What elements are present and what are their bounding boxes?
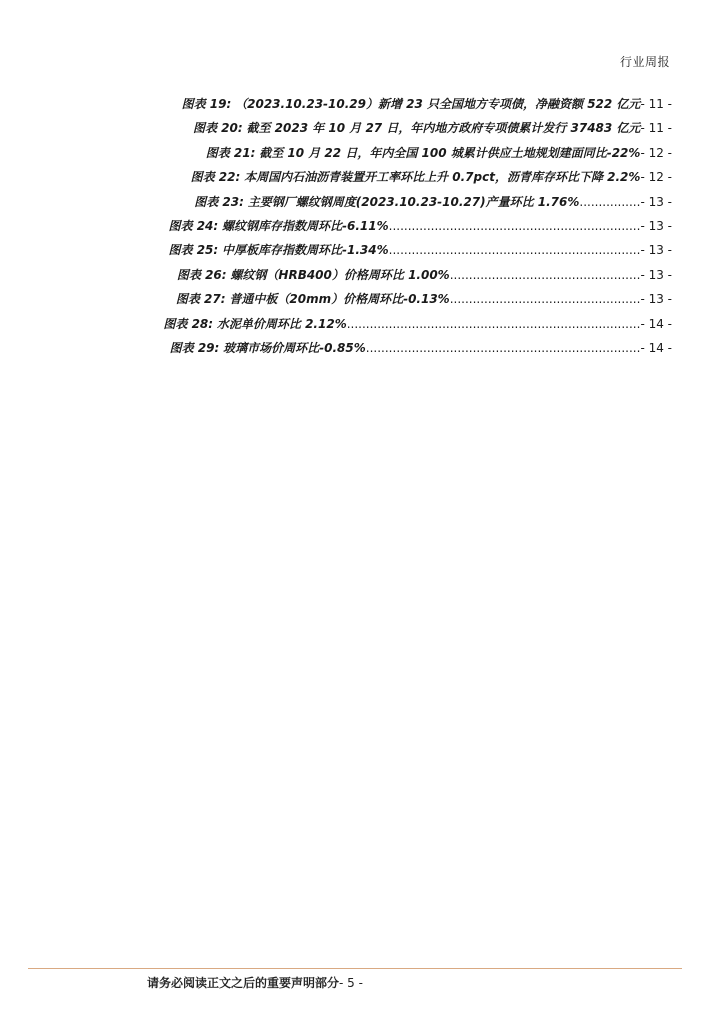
toc-entry-title: 主要钢厂螺纹钢周度(2023.10.23-10.27)产量环比 1.76% [247,194,580,209]
toc-entry-page: - 13 - [640,267,672,282]
toc-entry-leader: .................................................. [449,267,641,282]
footer-divider [28,968,682,969]
toc-entry[interactable] [132,263,672,287]
toc-entry-leader: ........................................................................ [365,340,641,355]
footer-notice: 请务必阅读正文之后的重要声明部分 [147,976,340,990]
toc-entry-page: - 12 - [640,170,672,185]
toc-entry[interactable] [132,238,672,262]
toc-entry[interactable] [132,165,672,189]
toc-entry-page: - 13 - [640,218,672,233]
toc-entry-label: 图表 25: [168,243,219,258]
toc-entry-page: - 14 - [640,316,672,331]
toc-entry-label: 图表 19: [181,97,232,111]
toc-entry[interactable] [132,336,672,360]
toc-entry-title: 水泥单价周环比 2.12% [216,316,347,331]
toc-entry-page: - 11 - [640,121,672,136]
toc-entry[interactable] [132,287,672,311]
toc-entry-label: 图表 24: [168,218,219,233]
page-number: - 5 - [339,976,363,990]
toc-entry-leader: .................................................. [449,292,641,307]
toc-entry-leader: .................................................................. [388,243,641,258]
toc-entry-page: - 13 - [640,292,672,307]
toc-entry-page: - 12 - [640,145,672,160]
toc-entry[interactable] [132,141,672,165]
table-of-figures [132,92,672,360]
toc-entry-title: 普通中板（20mm）价格周环比-0.13% [229,292,450,307]
toc-entry-leader: ............................................................................. [346,316,641,331]
toc-entry-title: 中厚板库存指数周环比-1.34% [222,243,389,258]
toc-entry-leader: .................................................................. [388,218,641,233]
toc-entry[interactable] [132,312,672,336]
toc-entry-page: - 13 - [640,194,672,209]
toc-entry-label: 图表 23: [194,194,244,209]
toc-entry-title: 截至 10 月 22 日，年内全国 100 城累计供应土地规划建面同比-22% [259,145,641,160]
toc-entry-label: 图表 20: [192,121,243,136]
toc-entry-title: 本周国内石油沥青装置开工率环比上升 0.7pct，沥青库存环比下降 2.2% [244,170,641,185]
toc-entry[interactable] [132,214,672,238]
toc-entry-title: 截至 2023 年 10 月 27 日，年内地方政府专项债累计发行 37483 亿元 [246,121,641,136]
toc-entry-title: 玻璃市场价周环比-0.85% [223,340,366,355]
toc-entry-label: 图表 26: [176,267,227,282]
toc-entry-label: 图表 22: [190,170,241,185]
toc-entry[interactable] [132,92,672,116]
toc-entry-label: 图表 27: [175,292,226,307]
toc-entry-label: 图表 29: [169,340,220,355]
header-label: 行业周报 [619,55,670,69]
toc-entry[interactable] [132,190,672,214]
toc-entry-page: - 14 - [640,340,672,355]
toc-entry-title: 螺纹钢库存指数周环比-6.11% [222,218,389,233]
toc-entry-label: 图表 28: [163,316,214,331]
toc-entry-title: （2023.10.23-10.29）新增 23 只全国地方专项债，净融资额 522 亿元 [235,97,641,111]
toc-entry[interactable] [132,116,672,140]
toc-entry-title: 螺纹钢（HRB400）价格周环比 1.00% [230,267,450,282]
toc-entry-page: - 13 - [640,243,672,258]
toc-entry-page: - 11 - [640,97,672,111]
toc-entry-leader: ................ [579,194,641,209]
footer [147,974,363,991]
toc-entry-label: 图表 21: [205,145,256,160]
